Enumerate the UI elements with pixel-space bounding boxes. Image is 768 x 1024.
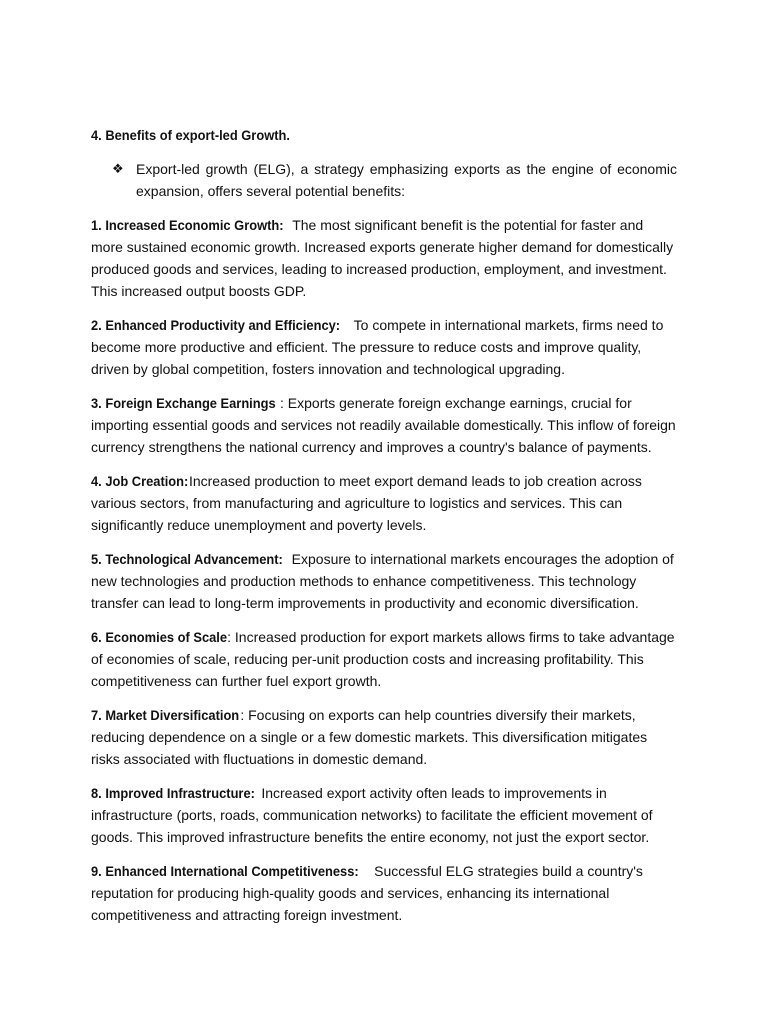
benefit-item	[91, 626, 677, 692]
benefit-item	[91, 704, 677, 770]
benefit-item	[91, 470, 677, 536]
benefit-title: 8. Improved Infrastructure:	[91, 785, 255, 801]
benefit-text: Increased production to meet export demand leads to job creation across various sectors, from manufacturing and agriculture to logistics and services. This can significantly reduce unemployment and poverty levels.	[91, 473, 642, 533]
benefit-title: 1. Increased Economic Growth:	[91, 217, 284, 233]
benefit-title: 5. Technological Advancement:	[91, 551, 283, 567]
benefit-item	[91, 392, 677, 458]
benefit-title: 7. Market Diversification	[91, 707, 240, 723]
section-heading: 4. Benefits of export-led Growth.	[91, 127, 290, 143]
benefit-text: : Exports generate foreign exchange earnings, crucial for importing essential goods and services not readily available domestically. This inflow of foreign currency strengthens the national currency and improves a country's balance of payments.	[91, 395, 676, 455]
benefit-text: : Focusing on exports can help countries diversify their markets, reducing dependence on a single or a few domestic markets. This diversification mitigates risks associated with fluctuations in domestic demand.	[91, 707, 648, 767]
benefit-title: 2. Enhanced Productivity and Efficiency:	[91, 317, 341, 333]
benefit-text: Increased export activity often leads to improvements in infrastructure (ports, roads, communication networks) to facilitate the efficient movement of goods. This improved infrastructure benefits the entire economy, not just the export sector.	[91, 785, 653, 845]
benefit-item	[91, 782, 677, 848]
intro-paragraph	[91, 158, 677, 202]
benefit-item	[91, 214, 677, 302]
intro-text: Export-led growth (ELG), a strategy emphasizing exports as the engine of economic expansion, offers several potential benefits:	[136, 161, 677, 199]
benefit-text: : Increased production for export markets allows firms to take advantage of economies of scale, reducing per-unit production costs and increasing profitability. This competitiveness can further fuel export growth.	[91, 629, 675, 689]
benefit-text: The most significant benefit is the potential for faster and more sustained economic growth. Increased exports generate higher demand for domestically produced goods and services, leading to increased production, employment, and investment. This increased output boosts GDP.	[91, 217, 674, 299]
benefit-title: 9. Enhanced International Competitiveness:	[91, 863, 359, 879]
benefit-text: To compete in international markets, firms need to become more productive and efficient. The pressure to reduce costs and improve quality, driven by global competition, fosters innovation and technological upgrading.	[91, 317, 664, 377]
benefit-title: 3. Foreign Exchange Earnings	[91, 395, 276, 411]
benefit-item	[91, 548, 677, 614]
benefit-text: Successful ELG strategies build a country's reputation for producing high-quality goods and services, enhancing its international competitiveness and attracting foreign investment.	[91, 863, 643, 923]
diamond-bullet-icon: ❖	[112, 161, 124, 176]
benefit-text: Exposure to international markets encourages the adoption of new technologies and production methods to enhance competitiveness. This technology transfer can lead to long-term improvements in productivity and economic diversification.	[91, 551, 674, 611]
benefit-title: 6. Economies of Scale	[91, 629, 228, 645]
benefit-item	[91, 314, 677, 380]
benefit-title: 4. Job Creation:	[91, 473, 189, 489]
document-page	[91, 124, 677, 938]
benefit-item	[91, 860, 677, 926]
